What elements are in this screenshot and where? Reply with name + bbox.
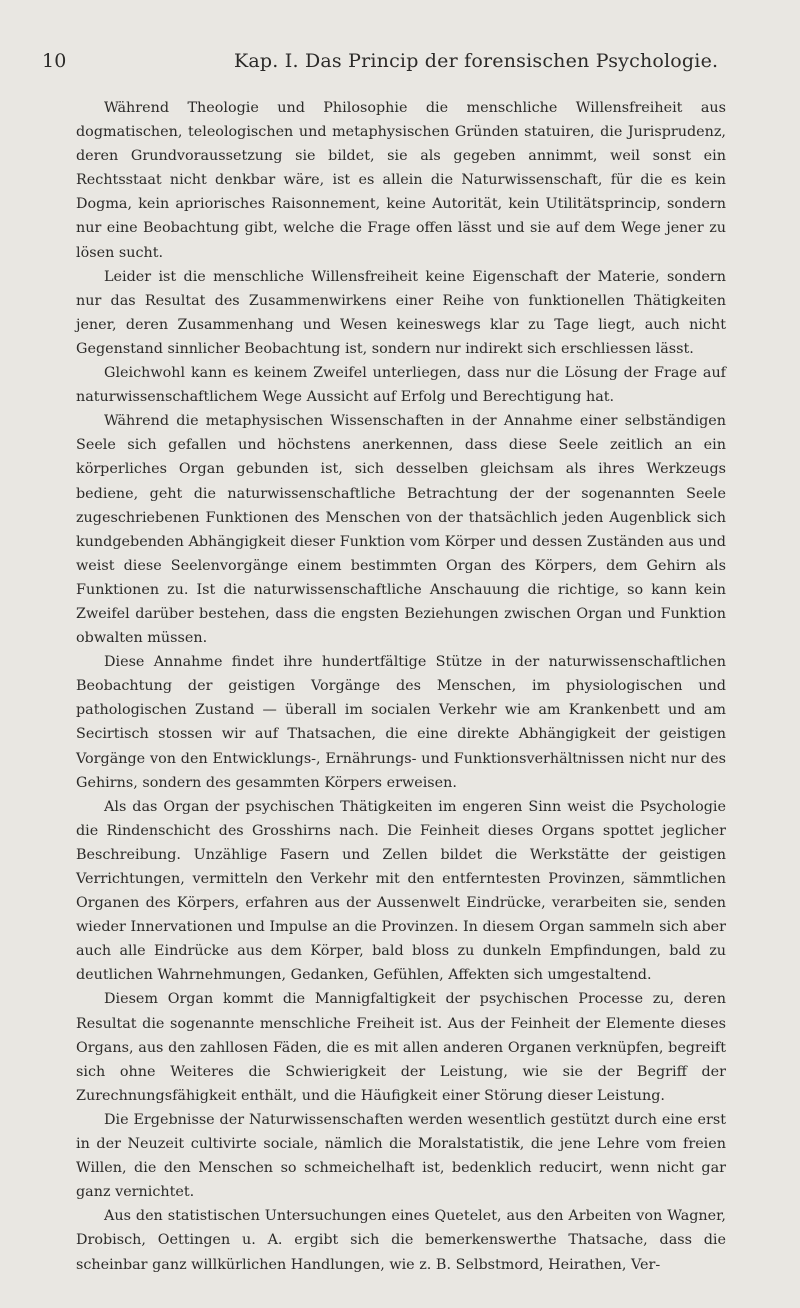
paragraph: Leider ist die menschliche Willensfreiheit keine Eigenschaft der Materie, sondern nur das Resultat des Zusammenwirkens einer Reihe von funktionellen Thätigkeiten jener, deren Zusammenhang und Wesen keineswegs klar zu Tage liegt, auch nicht Gegenstand sinnlicher Beobachtung ist, sondern nur indirekt sich erschliessen lässt. <box>76 268 726 357</box>
paragraph: Diese Annahme findet ihre hundertfältige Stütze in der naturwissenschaftlichen Beobachtung der geistigen Vorgänge des Menschen, im physiologischen und pathologischen Zustand — überall im socialen Verkehr wie am Krankenbett und am Secirtisch stossen wir auf Thatsachen, die eine direkte Abhängigkeit der geistigen Vorgänge von den Entwicklungs-, Ernährungs- und Funktionsverhältnissen nicht nur des Gehirns, sondern des gesammten Körpers erweisen. <box>76 654 726 791</box>
paragraph: Diesem Organ kommt die Mannigfaltigkeit der psychischen Processe zu, deren Resultat die sogenannte menschliche Freiheit ist. Aus der Feinheit der Elemente dieses Organs, aus den zahllosen Fäden, die es mit allen anderen Organen verknüpfen, begreift sich ohne Weiteres die Schwierigkeit der Leistung, wie sie der Begriff der Zurechnungsfähigkeit enthält, und die Häufigkeit einer Störung dieser Leistung. <box>76 991 726 1104</box>
paragraph: Gleichwohl kann es keinem Zweifel unterliegen, dass nur die Lösung der Frage auf naturwissenschaftlichem Wege Aussicht auf Erfolg und Berechtigung hat. <box>76 365 726 406</box>
paragraph: Während Theologie und Philosophie die menschliche Willensfreiheit aus dogmatischen, teleologischen und metaphysischen Gründen statuiren, die Jurisprudenz, deren Grundvoraussetzung sie bildet, sie als gegeben annimmt, weil sonst ein Rechtsstaat nicht denkbar wäre, ist es allein die Naturwissenschaft, für die es kein Dogma, kein apriorisches Raisonnement, keine Autorität, kein Utilitätsprincip, sondern nur eine Beobachtung gibt, welche die Frage offen lässt und sie auf dem Wege jener zu lösen sucht. <box>76 100 726 261</box>
paragraph: Die Ergebnisse der Naturwissenschaften werden wesentlich gestützt durch eine erst in der Neuzeit cultivirte sociale, nämlich die Moralstatistik, die jene Lehre vom freien Willen, die den Menschen so schmeichelhaft ist, bedenklich reducirt, wenn nicht gar ganz vernichtet. <box>76 1111 726 1201</box>
paragraph: Aus den statistischen Untersuchungen eines Quetelet, aus den Arbeiten von Wagner, Drobisch, Oettingen u. A. ergibt sich die bemerkenswerthe Thatsache, dass die scheinbar ganz willkürlichen Handlungen, wie z. B. Selbstmord, Heirathen, Ver- <box>76 1208 726 1273</box>
page-number: 10 <box>42 50 67 72</box>
paragraph: Als das Organ der psychischen Thätigkeiten im engeren Sinn weist die Psychologie die Rindenschicht des Grosshirns nach. Die Feinheit dieses Organs spottet jeglicher Beschreibung. Unzählige Fasern und Zellen bildet die Werkstätte der geistigen Verrichtungen, vermitteln den Verkehr mit den entferntesten Provinzen, sämmtlichen Organen des Körpers, erfahren aus der Aussenwelt Eindrücke, verarbeiten sie, senden wieder Innervationen und Impulse an die Provinzen. In diesem Organ sammeln sich aber auch alle Eindrücke aus dem Körper, bald bloss zu dunkeln Empfindungen, bald zu deutlichen Wahrnehmungen, Gedanken, Gefühlen, Affekten sich umgestaltend. <box>76 798 726 984</box>
paragraph: Während die metaphysischen Wissenschaften in der Annahme einer selbständigen Seele sich gefallen und höchstens anerkennen, dass diese Seele zeitlich an ein körperliches Organ gebunden ist, sich desselben gleichsam als ihres Werkzeugs bediene, geht die naturwissenschaftliche Betrachtung der der sogenannten Seele zugeschriebenen Funktionen des Menschen von der thatsächlich jeden Augenblick sich kundgebenden Abhängigkeit dieser Funktion vom Körper und dessen Zuständen aus und weist diese Seelenvorgänge einem bestimmten Organ des Körpers, dem Gehirn als Funktionen zu. Ist die naturwissenschaftliche Anschauung die richtige, so kann kein Zweifel darüber bestehen, dass die engsten Beziehungen zwischen Organ und Funktion obwalten müssen. <box>76 413 726 647</box>
running-header <box>42 48 726 78</box>
body-text <box>76 96 726 1277</box>
chapter-title: Kap. I. Das Princip der forensischen Psychologie. <box>234 50 719 72</box>
